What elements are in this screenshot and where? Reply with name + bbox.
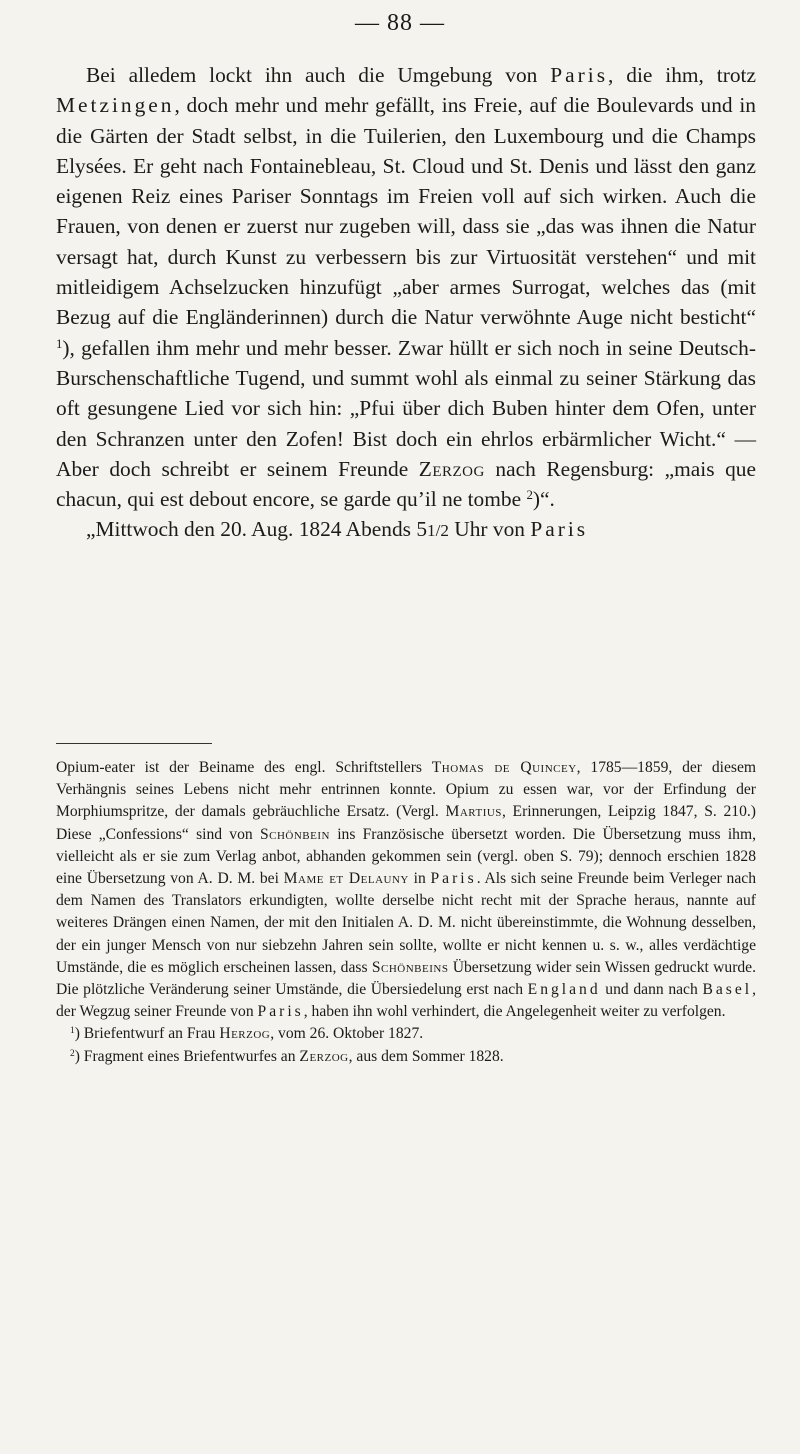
text-span: , der Wegzug seiner Freunde von: [56, 981, 756, 1021]
person-name-zerzog: Zerzog: [418, 456, 485, 481]
place-name-paris: Paris: [530, 517, 589, 542]
text-span: , 1785—1859, der diesem Verhängnis seines Lebens nicht mehr entrinnen konnte. Opium zu essen war, vor der Erfindung der Morphiumspritze, der damals gebräuchliche Ersatz. (Vergl.: [56, 759, 756, 821]
text-span: nach Regensburg: „mais que chacun, qui est debout encore, se garde qu’il ne tombe: [56, 456, 756, 512]
person-name-schoenbein: Schönbein: [259, 825, 330, 843]
text-span: . Als sich seine Freunde beim Verleger nach dem Namen des Translators erkundigten, wollte derselbe nicht recht mit der Sprache heraus, nannte auf weiteres Drängen einen Namen, der mit den Initialen A. D. M. nicht übereinstimmte, die Wohnung desselben, der ein junger Mensch von nur siebzehn Jahren sein sollte, wollte er nicht kennen u. s. w., alles verdächtige Umstände, die es möglich erscheinen lassen, dass: [56, 870, 756, 976]
fraction: 1/2: [427, 521, 449, 541]
footnote-divider: [56, 743, 212, 744]
person-name-martius: Martius: [445, 803, 502, 821]
text-span: Uhr von: [448, 517, 531, 542]
footnote-2: [56, 1046, 756, 1068]
text-span: und dann nach: [600, 981, 703, 999]
text-span: Opium-eater ist der Beiname des engl. Schriftstellers: [56, 759, 432, 776]
footnote-marker: 1: [70, 1026, 75, 1037]
text-span: ) Briefentwurf an Frau: [74, 1025, 220, 1043]
publisher-name: Mame et Delauny: [283, 870, 409, 888]
text-span: ins Französische übersetzt worden. Die Übersetzung muss ihm, vielleicht als er sie zum Verlag anbot, abhanden gekommen sein (vergl. oben S. 79); dennoch erschien 1828 eine Übersetzung von A. D. M. bei: [56, 825, 756, 888]
person-name-herzog: Herzog: [219, 1025, 271, 1043]
footnote-opium-eater: [56, 757, 756, 1023]
paragraph-1: [56, 60, 756, 514]
person-name-zerzog: Zerzog: [299, 1047, 349, 1065]
text-span: , haben ihn wohl verhindert, die Angelegenheit weiter zu verfolgen.: [303, 1003, 726, 1021]
text-span: in: [408, 870, 431, 888]
text-span: Bei alledem lockt ihn auch die Umgebung von: [86, 63, 551, 87]
text-span: , aus dem Sommer 1828.: [348, 1047, 504, 1065]
footnote-ref-1: 1: [56, 336, 63, 351]
place-name-basel: Basel: [702, 981, 753, 999]
place-name-england: England: [527, 981, 601, 999]
text-span: , doch mehr und mehr gefällt, ins Freie, auf die Boulevards und in die Gärten der Stadt selbst, in die Tuilerien, den Luxembourg und die Champs Elysées. Er geht nach Fontainebleau, St. Cloud und St. Denis und lässt den ganz eigenen Reiz eines Pariser Sonntags im Freien voll auf sich wirken. Auch die Frauen, von denen er zuerst nur zugeben will, dass sie „das was ihnen die Natur versagt hat, durch Kunst zu verbessern bis zur Virtuosität verstehen“ und mit mitleidigem Achselzucken hinzufügt „aber armes Surrogat, welches das (mit Bezug auf die Engländerinnen) durch die Natur verwöhnte Auge nicht besticht“: [56, 93, 756, 330]
person-name-de-quincey: Thomas de Quincey: [431, 759, 577, 776]
text-span: , vom 26. Oktober 1827.: [270, 1025, 424, 1043]
place-name-paris: Paris: [257, 1003, 304, 1021]
paragraph-2: [56, 514, 756, 546]
text-span: , die ihm, trotz: [608, 63, 756, 87]
page-number: — 88 —: [355, 10, 445, 36]
text-span: ) Fragment eines Briefentwurfes an: [74, 1047, 300, 1065]
footnote-ref-2: 2: [526, 488, 533, 503]
text-span: „Mittwoch den 20. Aug. 1824 Abends 5: [86, 517, 428, 542]
place-name-paris: Paris: [430, 870, 477, 888]
text-span: Übersetzung wider sein Wissen gedruckt wurde. Die plötzliche Veränderung seiner Umstände, die Übersiedelung erst nach: [56, 958, 757, 999]
text-span: )“.: [532, 487, 555, 512]
text-span: ), gefallen ihm mehr und mehr besser. Zwar hüllt er sich noch in seine Deutsch-Burschenschaftliche Tugend, und summt wohl als einmal zu seiner Stärkung das oft gesungene Lied vor sich hin: „Pfui über dich Buben hinter dem Ofen, unter den Schranzen unter den Zofen! Bist doch ein ehrlos erbärmlicher Wicht.“ — Aber doch schreibt er seinem Freunde: [56, 335, 756, 481]
text-span: , Erinnerungen, Leipzig 1847, S. 210.) Diese „Confessions“ sind von: [56, 803, 756, 843]
place-name-metzingen: Metzingen: [56, 93, 175, 118]
footnote-1: [56, 1023, 756, 1045]
footnotes: [56, 757, 756, 1068]
footnote-marker: 2: [70, 1048, 75, 1059]
person-name-schoenbeins: Schönbeins: [371, 958, 449, 976]
place-name-paris: Paris: [550, 63, 609, 87]
main-text: [56, 60, 756, 547]
